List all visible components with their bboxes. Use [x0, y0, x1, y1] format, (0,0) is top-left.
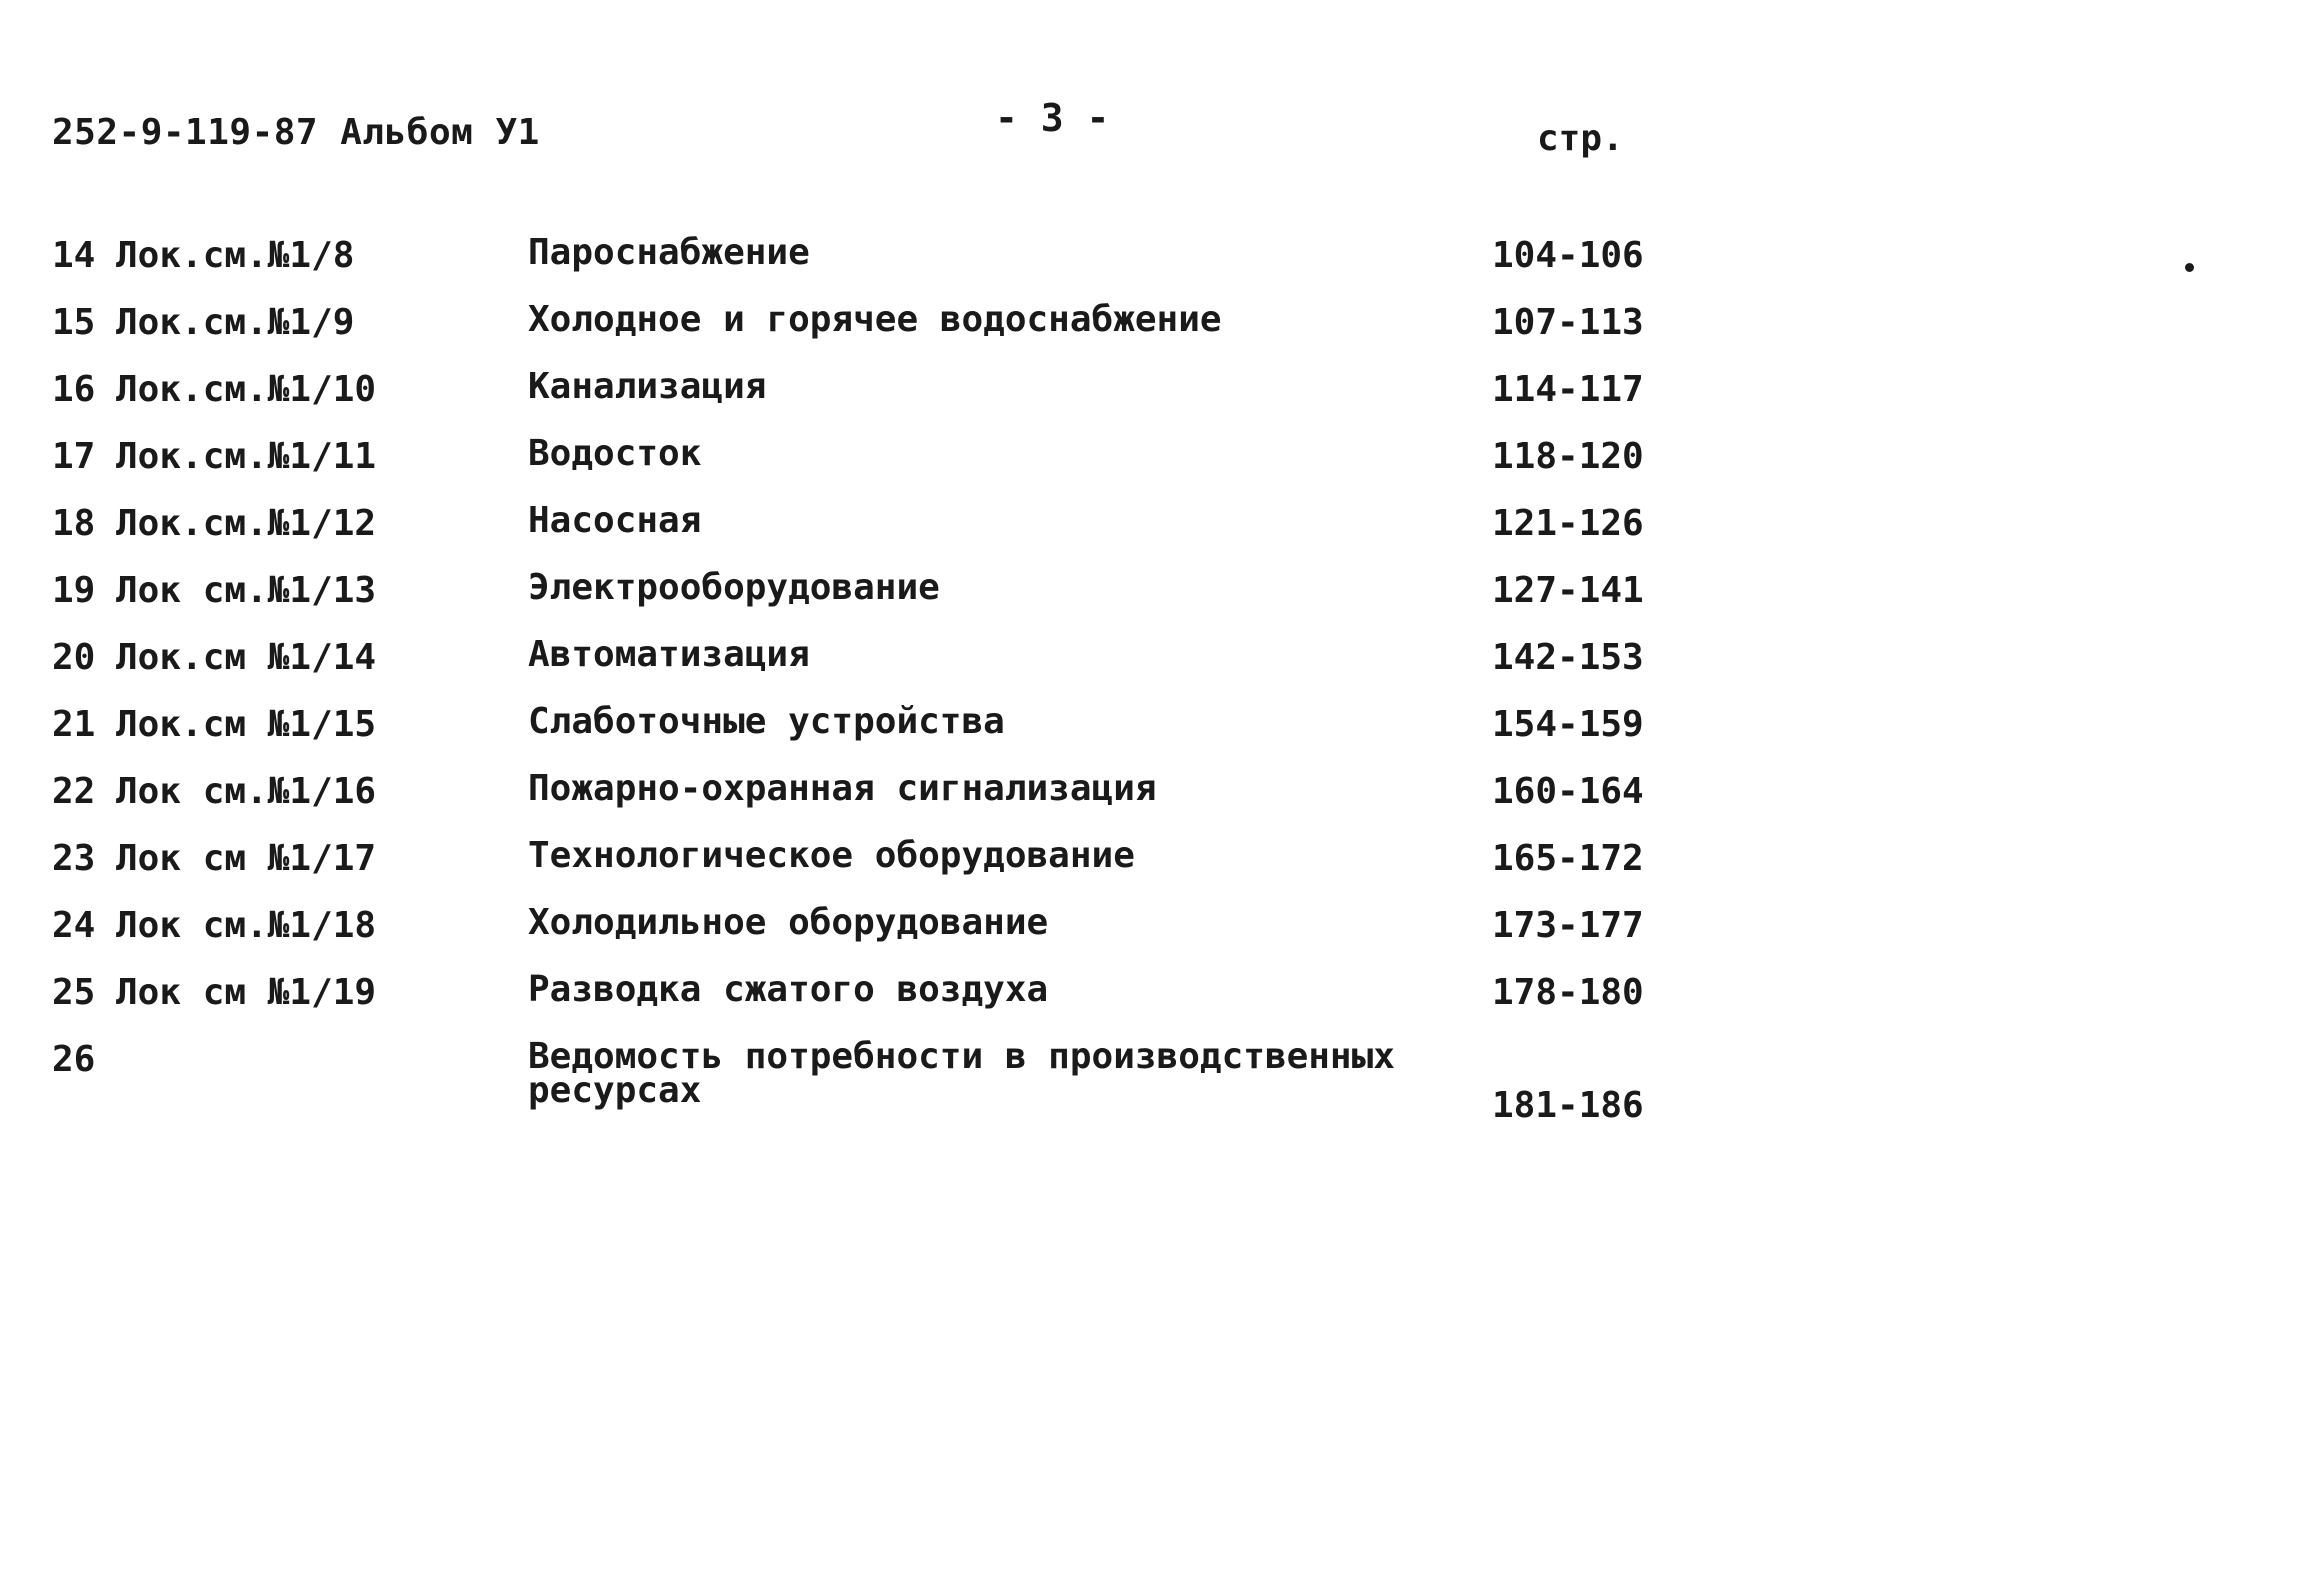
toc-row: [52, 1036, 1672, 1140]
toc-row: [52, 969, 1672, 1040]
entry-number: 26: [52, 1039, 96, 1080]
entry-title: Холодное и горячее водоснабжение: [528, 299, 1222, 340]
entry-title: Пароснабжение: [528, 232, 810, 273]
toc-row: [52, 232, 1672, 303]
toc-row: [52, 634, 1672, 705]
entry-title: Насосная: [528, 500, 702, 541]
estimate-reference: Лок.см №1/15: [116, 704, 377, 745]
entry-number: 17: [52, 436, 96, 477]
toc-row: [52, 366, 1672, 437]
entry-number: 24: [52, 905, 96, 946]
estimate-reference: Лок.см.№1/10: [116, 369, 377, 410]
entry-number: 16: [52, 369, 96, 410]
toc-row: [52, 835, 1672, 906]
document-code: 252-9-119-87 Альбом У1: [52, 112, 540, 153]
entry-number: 21: [52, 704, 96, 745]
estimate-reference: Лок.см.№1/8: [116, 235, 355, 276]
entry-number: 23: [52, 838, 96, 879]
entry-title: Ведомость потребности в производственных ресурсах: [528, 1036, 1395, 1111]
estimate-reference: Лок см №1/19: [116, 972, 377, 1013]
toc-row: [52, 701, 1672, 772]
estimate-reference: Лок см.№1/18: [116, 905, 377, 946]
entry-title: Разводка сжатого воздуха: [528, 969, 1049, 1010]
pages-column-label: стр.: [1537, 118, 1624, 159]
entry-pages: 107-113: [1492, 302, 1644, 343]
estimate-reference: Лок см.№1/16: [116, 771, 377, 812]
entry-pages: 173-177: [1492, 905, 1644, 946]
entry-title: Электрооборудование: [528, 567, 940, 608]
toc-row: [52, 902, 1672, 973]
entry-pages: 160-164: [1492, 771, 1644, 812]
entry-title: Пожарно-охранная сигнализация: [528, 768, 1157, 809]
entry-pages: 165-172: [1492, 838, 1644, 879]
entry-number: 19: [52, 570, 96, 611]
entry-title: Водосток: [528, 433, 702, 474]
entry-pages: 154-159: [1492, 704, 1644, 745]
entry-pages: 127-141: [1492, 570, 1644, 611]
entry-pages: 121-126: [1492, 503, 1644, 544]
ink-dot: [2185, 263, 2194, 272]
entry-title: Автоматизация: [528, 634, 810, 675]
entry-number: 25: [52, 972, 96, 1013]
page-number: - 3 -: [995, 96, 1110, 140]
entry-pages: 181-186: [1492, 1085, 1644, 1126]
toc-row: [52, 500, 1672, 571]
entry-number: 18: [52, 503, 96, 544]
entry-title: Слаботочные устройства: [528, 701, 1005, 742]
entry-pages: 114-117: [1492, 369, 1644, 410]
entry-title: Холодильное оборудование: [528, 902, 1049, 943]
estimate-reference: Лок см №1/17: [116, 838, 377, 879]
toc-row: [52, 433, 1672, 504]
entry-pages: 118-120: [1492, 436, 1644, 477]
toc-row: [52, 567, 1672, 638]
estimate-reference: Лок.см.№1/11: [116, 436, 377, 477]
entry-title: Канализация: [528, 366, 767, 407]
estimate-reference: Лок.см.№1/12: [116, 503, 377, 544]
entry-pages: 178-180: [1492, 972, 1644, 1013]
table-of-contents: [52, 232, 1672, 1140]
estimate-reference: Лок.см №1/14: [116, 637, 377, 678]
estimate-reference: Лок см.№1/13: [116, 570, 377, 611]
estimate-reference: Лок.см.№1/9: [116, 302, 355, 343]
entry-number: 14: [52, 235, 96, 276]
entry-number: 20: [52, 637, 96, 678]
toc-row: [52, 299, 1672, 370]
entry-number: 15: [52, 302, 96, 343]
entry-number: 22: [52, 771, 96, 812]
entry-pages: 142-153: [1492, 637, 1644, 678]
entry-title: Технологическое оборудование: [528, 835, 1135, 876]
toc-row: [52, 768, 1672, 839]
entry-pages: 104-106: [1492, 235, 1644, 276]
